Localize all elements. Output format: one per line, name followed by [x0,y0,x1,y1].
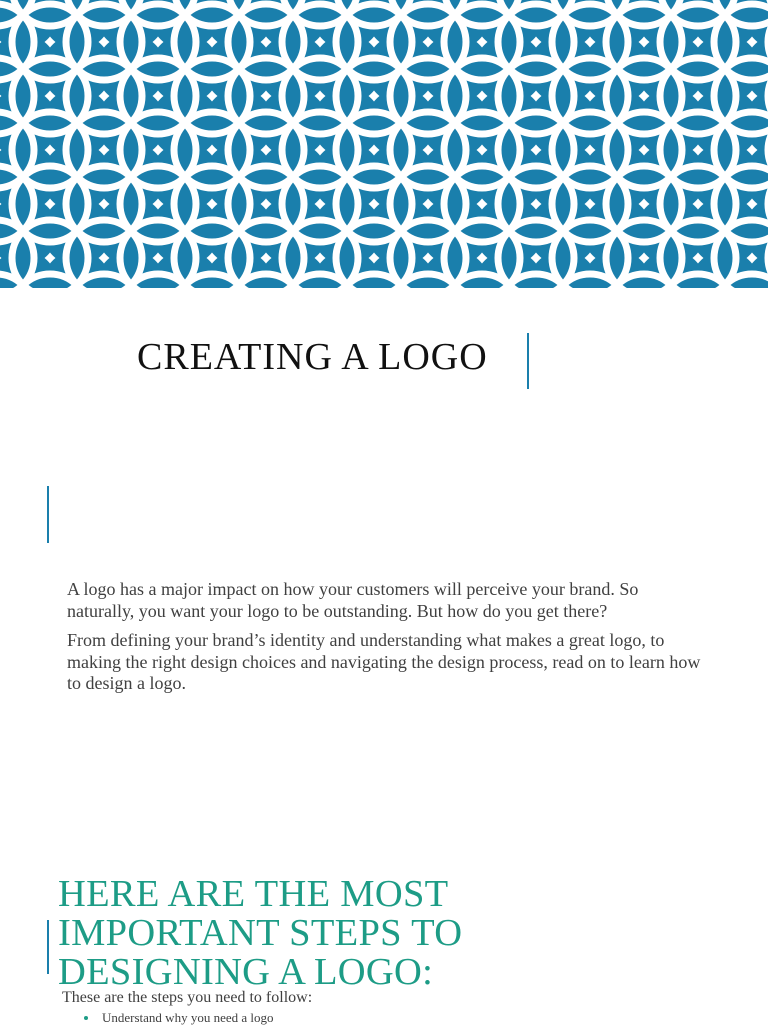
heading-accent-bar [47,920,49,974]
header-pattern-banner [0,0,768,288]
steps-heading: HERE ARE THE MOST IMPORTANT STEPS TO DESIGNING A LOGO: [58,873,463,993]
bullet-icon [84,1016,88,1020]
title-accent-bar [527,333,529,389]
list-item-label: Understand why you need a logo [102,1010,274,1025]
intro-paragraph-1: A logo has a major impact on how your customers will perceive your brand. So naturally, you want your logo to be outstanding. But how do you get there? [67,579,639,621]
section-accent-bar [47,486,49,543]
steps-subtext: These are the steps you need to follow: [62,989,313,1006]
intro-text [67,579,707,703]
page-title: CREATING A LOGO [137,336,488,378]
intro-paragraph-2: From defining your brand’s identity and understanding what makes a great logo, to making the right design choices and navigating the design process, read on to learn how to design a logo. [67,630,701,693]
interlocking-circles-pattern [0,0,768,288]
